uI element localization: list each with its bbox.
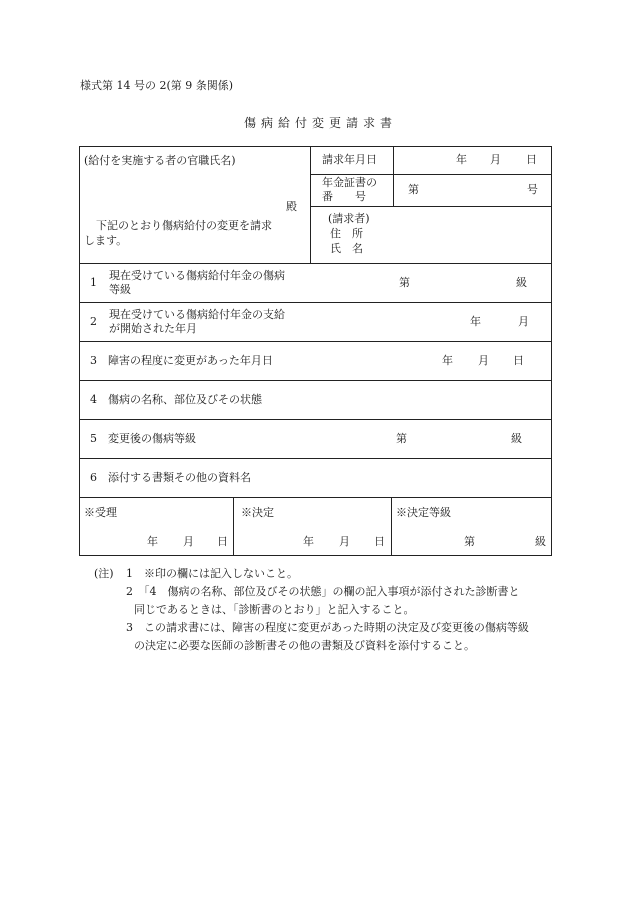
table-border-top — [79, 146, 552, 147]
decided-grade-label: ※決定等級 — [396, 506, 451, 519]
divider — [310, 206, 552, 207]
receipt-label: ※受理 — [84, 506, 117, 519]
pension-number-label: 年金証書の — [322, 176, 377, 189]
statement-line2: します。 — [84, 234, 128, 247]
row1-label-line1: 現在受けている傷病給付年金の傷病 — [109, 269, 285, 282]
divider — [79, 341, 552, 342]
divider — [79, 380, 552, 381]
decision-year: 年 — [303, 535, 314, 548]
decision-month: 月 — [339, 535, 350, 548]
row2-label-line1: 現在受けている傷病給付年金の支給 — [109, 308, 285, 321]
row5-label: 5 変更後の傷病等級 — [90, 432, 196, 445]
divider — [393, 146, 394, 206]
note-2-line2: 同じであるときは、「診断書のとおり」と記入すること。 — [134, 603, 415, 616]
divider — [233, 497, 234, 555]
row1-number: 1 — [90, 276, 97, 289]
row1-kyu: 級 — [516, 276, 527, 289]
statement-line1: 下記のとおり傷病給付の変更を請求 — [96, 219, 272, 232]
decision-day: 日 — [374, 535, 385, 548]
note-2-line1: 2 「4 傷病の名称、部位及びその状態」の欄の記入事項が添付された診断書と — [126, 585, 520, 598]
row3-month: 月 — [478, 354, 489, 367]
table-border-right — [551, 146, 552, 555]
divider — [79, 458, 552, 459]
request-date-label: 請求年月日 — [322, 153, 377, 166]
form-number: 様式第 14 号の 2(第 9 条関係) — [80, 79, 234, 92]
address-label: 住 所 — [330, 227, 363, 240]
divider — [79, 497, 552, 498]
table-border-bottom — [79, 555, 552, 556]
row2-year: 年 — [470, 315, 481, 328]
row4-label: 4 傷病の名称、部位及びその状態 — [90, 393, 262, 406]
decided-grade-kyu: 級 — [535, 535, 546, 548]
pension-number-dai: 第 — [408, 183, 419, 196]
note-1: 1 ※印の欄には記入しないこと。 — [126, 567, 298, 580]
divider — [79, 419, 552, 420]
row3-day: 日 — [513, 354, 524, 367]
divider — [79, 263, 552, 264]
request-date-day: 日 — [526, 153, 537, 166]
receipt-year: 年 — [147, 535, 158, 548]
pension-number-go: 号 — [527, 183, 538, 196]
row3-label: 3 障害の程度に変更があった年月日 — [90, 354, 273, 367]
table-border-left — [79, 146, 80, 555]
note-3-line1: 3 この請求書には、障害の程度に変更があった時期の決定及び変更後の傷病等級 — [126, 621, 529, 634]
notes-prefix: (注) — [94, 567, 114, 580]
divider — [391, 497, 392, 555]
row2-number: 2 — [90, 315, 97, 328]
row6-label: 6 添付する書類その他の資料名 — [90, 471, 251, 484]
note-3-line2: の決定に必要な医師の診断書その他の書類及び資料を添付すること。 — [134, 639, 475, 652]
receipt-month: 月 — [183, 535, 194, 548]
claimant-label: (請求者) — [328, 212, 370, 225]
name-label: 氏 名 — [330, 242, 363, 255]
request-date-month: 月 — [490, 153, 501, 166]
divider — [79, 302, 552, 303]
form-title: 傷病給付変更請求書 — [244, 116, 398, 130]
divider — [310, 146, 311, 263]
request-date-year: 年 — [456, 153, 467, 166]
row3-year: 年 — [442, 354, 453, 367]
row5-dai: 第 — [396, 432, 407, 445]
pension-number-label-2: 番 号 — [322, 190, 366, 203]
decided-grade-dai: 第 — [464, 535, 475, 548]
receipt-day: 日 — [217, 535, 228, 548]
row2-month: 月 — [518, 315, 529, 328]
divider — [310, 174, 552, 175]
dono-label: 殿 — [286, 200, 297, 213]
row1-dai: 第 — [399, 276, 410, 289]
row2-label-line2: が開始された年月 — [109, 322, 197, 335]
decision-label: ※決定 — [241, 506, 274, 519]
row1-label-line2: 等級 — [109, 283, 131, 296]
payer-label: (給付を実施する者の官職氏名) — [84, 154, 236, 167]
row5-kyu: 級 — [511, 432, 522, 445]
